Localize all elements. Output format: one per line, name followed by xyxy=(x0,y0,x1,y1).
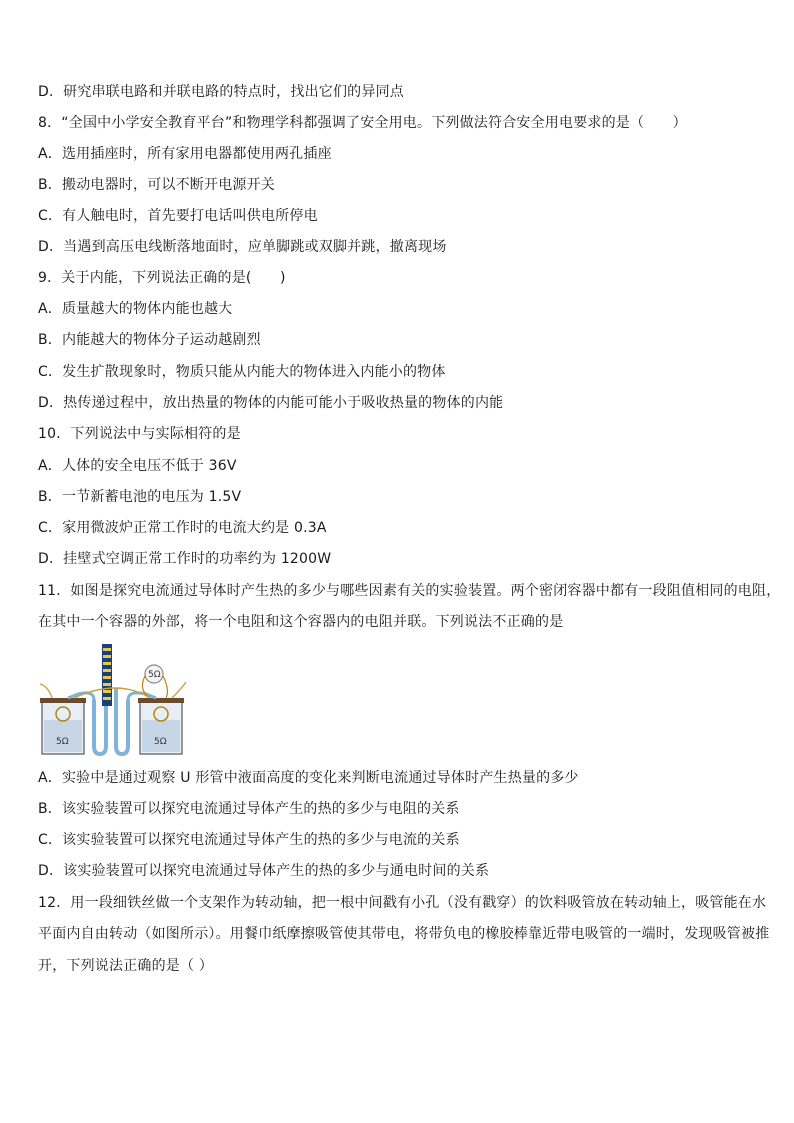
q10-option-d: D．挂壁式空调正常工作时的功率约为 1200W xyxy=(38,551,332,567)
left-container-fill xyxy=(44,720,82,752)
right-container-fill xyxy=(142,720,180,752)
q9-option-c: C．发生扩散现象时，物质只能从内能大的物体进入内能小的物体 xyxy=(38,364,446,380)
q8-option-b: B．搬动电器时，可以不断开电源开关 xyxy=(38,177,276,193)
q9-option-a: A．质量越大的物体内能也越大 xyxy=(38,301,233,317)
q9-option-d: D．热传递过程中，放出热量的物体的内能可能小于吸收热量的物体的内能 xyxy=(38,395,504,411)
right-resistor-label: 5Ω xyxy=(154,737,167,747)
q10-option-c: C．家用微波炉正常工作时的电流大约是 0.3A xyxy=(38,520,327,536)
q9-stem: 9．关于内能，下列说法正确的是( ) xyxy=(38,270,286,286)
left-lead-wire xyxy=(40,684,52,698)
q11-option-d: D．该实验装置可以探究电流通过导体产生的热的多少与通电时间的关系 xyxy=(38,863,490,879)
q10-option-b: B．一节新蓄电池的电压为 1.5V xyxy=(38,489,242,505)
scale-ruler xyxy=(102,644,112,706)
q8-option-c: C．有人触电时，首先要打电话叫供电所停电 xyxy=(38,208,318,224)
q11-stem-line2: 在其中一个容器的外部，将一个电阻和这个容器内的电阻并联。下列说法不正确的是 xyxy=(38,614,564,630)
right-lid xyxy=(138,698,184,703)
q10-option-a: A．人体的安全电压不低于 36V xyxy=(38,458,237,474)
q10-stem: 10．下列说法中与实际相符的是 xyxy=(38,426,241,442)
q12-stem-line1: 12．用一段细铁丝做一个支架作为转动轴，把一根中间戳有小孔（没有戳穿）的饮料吸管放在转动轴上，吸管能在水 xyxy=(38,895,767,911)
left-lid xyxy=(40,698,86,703)
external-resistor-label: 5Ω xyxy=(148,670,161,680)
q11-option-b: B．该实验装置可以探究电流通过导体产生的热的多少与电阻的关系 xyxy=(38,801,460,817)
q8-option-a: A．选用插座时，所有家用电器都使用两孔插座 xyxy=(38,146,332,162)
right-lead-wire xyxy=(172,682,186,698)
q7-option-d: D．研究串联电路和并联电路的特点时，找出它们的异同点 xyxy=(38,84,404,100)
left-resistor-label: 5Ω xyxy=(56,737,69,747)
q8-option-d: D．当遇到高压电线断落地面时，应单脚跳或双脚并跳，撤离现场 xyxy=(38,239,447,255)
q11-stem-line1: 11．如图是探究电流通过导体时产生热的多少与哪些因素有关的实验装置。两个密闭容器中都有一段阻值相同的电阻， xyxy=(38,583,781,599)
q11-option-a: A．实验中是通过观察 U 形管中液面高度的变化来判断电流通过导体时产生热量的多少 xyxy=(38,770,579,786)
q9-option-b: B．内能越大的物体分子运动越剧烈 xyxy=(38,332,261,348)
q12-stem-line3: 开，下列说法正确的是（ ） xyxy=(38,958,214,974)
q11-option-c: C．该实验装置可以探究电流通过导体产生的热的多少与电流的关系 xyxy=(38,832,460,848)
joule-heating-apparatus-figure xyxy=(38,638,188,760)
u-tube-right xyxy=(116,688,128,754)
q12-stem-line2: 平面内自由转动（如图所示）。用餐巾纸摩擦吸管使其带电，将带负电的橡胶棒靠近带电吸管的一端时，发现吸管被推 xyxy=(38,926,770,942)
q8-stem: 8．“全国中小学安全教育平台”和物理学科都强调了安全用电。下列做法符合安全用电要求的是（ ） xyxy=(38,115,687,131)
